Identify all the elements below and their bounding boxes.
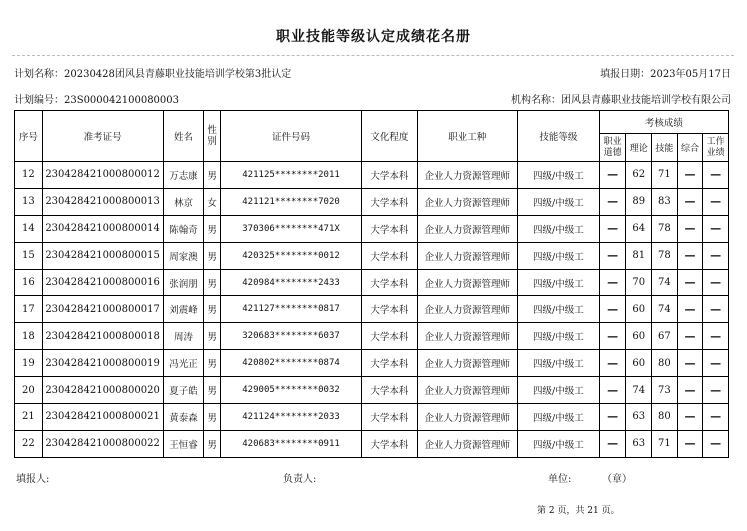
cell-id-no: 421125********2011 (220, 162, 361, 189)
cell-theory: 89 (626, 188, 652, 215)
table-row (15, 269, 729, 296)
cell-work-performance: — (703, 296, 729, 323)
table-row (15, 350, 729, 377)
page-indicator: 第 2 页，共 21 页。 (537, 506, 620, 516)
cell-skill: 74 (652, 269, 678, 296)
cell-id-no: 320683********6037 (220, 323, 361, 350)
cell-comprehensive: — (677, 215, 703, 242)
table-row (15, 404, 729, 431)
cell-theory: 63 (626, 430, 652, 457)
unit-label: 单位: (548, 474, 572, 485)
cell-name: 夏子皓 (163, 377, 204, 404)
cell-seq: 22 (15, 430, 43, 457)
table-row (15, 296, 729, 323)
cell-ethics: — (599, 350, 626, 377)
table-row (15, 215, 729, 242)
cell-skill: 80 (652, 350, 678, 377)
cell-gender: 男 (204, 215, 220, 242)
table-row (15, 188, 729, 215)
cell-name: 刘震峰 (163, 296, 204, 323)
cell-seq: 15 (15, 242, 43, 269)
cell-name: 张润朋 (163, 269, 204, 296)
header-assessment: 考核成绩 (599, 111, 728, 134)
cell-comprehensive: — (677, 350, 703, 377)
table-row (15, 242, 729, 269)
cell-comprehensive: — (677, 269, 703, 296)
header-occupation: 职业工种 (417, 111, 517, 162)
cell-exam-no: 230428421000800017 (42, 296, 163, 323)
header-comprehensive: 综合 (677, 134, 703, 162)
cell-skill: 67 (652, 323, 678, 350)
cell-ethics: — (599, 296, 626, 323)
responsible-label: 负责人: (283, 474, 317, 485)
cell-theory: 60 (626, 296, 652, 323)
cell-exam-no: 230428421000800022 (42, 430, 163, 457)
cell-seq: 12 (15, 162, 43, 189)
header-exam-no: 准考证号 (42, 111, 163, 162)
cell-work-performance: — (703, 269, 729, 296)
cell-occupation: 企业人力资源管理师 (417, 242, 517, 269)
cell-theory: 64 (626, 215, 652, 242)
cell-education: 大学本科 (362, 377, 417, 404)
cell-occupation: 企业人力资源管理师 (417, 430, 517, 457)
header-ethics: 职业道德 (599, 134, 626, 162)
cell-gender: 男 (204, 377, 220, 404)
cell-work-performance: — (703, 323, 729, 350)
table-row (15, 430, 729, 457)
table-row (15, 377, 729, 404)
cell-education: 大学本科 (362, 269, 417, 296)
cell-name: 陈翰奇 (163, 215, 204, 242)
organization-name: 机构名称：团风县青藤职业技能培训学校有限公司 (511, 95, 731, 106)
cell-skill: 71 (652, 162, 678, 189)
cell-exam-no: 230428421000800019 (42, 350, 163, 377)
cell-skill: 73 (652, 377, 678, 404)
header-name: 姓名 (163, 111, 204, 162)
cell-comprehensive: — (677, 430, 703, 457)
cell-id-no: 420683********0911 (220, 430, 361, 457)
page-title: 职业技能等级认定成绩花名册 (276, 29, 471, 45)
cell-level: 四级/中级工 (517, 215, 599, 242)
cell-skill: 80 (652, 404, 678, 431)
plan-name: 计划名称：20230428团风县青藤职业技能培训学校第3批认定 (14, 69, 292, 80)
cell-theory: 74 (626, 377, 652, 404)
cell-occupation: 企业人力资源管理师 (417, 269, 517, 296)
cell-id-no: 421127********0817 (220, 296, 361, 323)
cell-theory: 60 (626, 323, 652, 350)
cell-work-performance: — (703, 430, 729, 457)
cell-exam-no: 230428421000800012 (42, 162, 163, 189)
cell-id-no: 421124********2033 (220, 404, 361, 431)
cell-level: 四级/中级工 (517, 377, 599, 404)
cell-occupation: 企业人力资源管理师 (417, 377, 517, 404)
divider (12, 55, 734, 56)
cell-ethics: — (599, 404, 626, 431)
cell-ethics: — (599, 242, 626, 269)
cell-skill: 78 (652, 242, 678, 269)
cell-occupation: 企业人力资源管理师 (417, 162, 517, 189)
cell-name: 王恒睿 (163, 430, 204, 457)
table-row (15, 162, 729, 189)
cell-seq: 19 (15, 350, 43, 377)
cell-comprehensive: — (677, 377, 703, 404)
cell-gender: 男 (204, 404, 220, 431)
header-skill: 技能 (652, 134, 678, 162)
cell-gender: 男 (204, 296, 220, 323)
cell-theory: 81 (626, 242, 652, 269)
cell-work-performance: — (703, 242, 729, 269)
cell-exam-no: 230428421000800015 (42, 242, 163, 269)
cell-level: 四级/中级工 (517, 269, 599, 296)
cell-exam-no: 230428421000800013 (42, 188, 163, 215)
cell-exam-no: 230428421000800020 (42, 377, 163, 404)
cell-occupation: 企业人力资源管理师 (417, 404, 517, 431)
cell-theory: 60 (626, 350, 652, 377)
header-education: 文化程度 (362, 111, 417, 162)
cell-level: 四级/中级工 (517, 404, 599, 431)
cell-seq: 20 (15, 377, 43, 404)
cell-exam-no: 230428421000800014 (42, 215, 163, 242)
cell-gender: 男 (204, 162, 220, 189)
cell-comprehensive: — (677, 404, 703, 431)
cell-education: 大学本科 (362, 404, 417, 431)
cell-gender: 男 (204, 350, 220, 377)
cell-occupation: 企业人力资源管理师 (417, 323, 517, 350)
header-level: 技能等级 (517, 111, 599, 162)
cell-work-performance: — (703, 404, 729, 431)
cell-comprehensive: — (677, 162, 703, 189)
cell-level: 四级/中级工 (517, 323, 599, 350)
table-row (15, 323, 729, 350)
cell-level: 四级/中级工 (517, 430, 599, 457)
cell-gender: 男 (204, 323, 220, 350)
cell-occupation: 企业人力资源管理师 (417, 188, 517, 215)
cell-exam-no: 230428421000800018 (42, 323, 163, 350)
cell-occupation: 企业人力资源管理师 (417, 296, 517, 323)
cell-ethics: — (599, 430, 626, 457)
cell-id-no: 420325********0012 (220, 242, 361, 269)
cell-theory: 70 (626, 269, 652, 296)
cell-theory: 62 (626, 162, 652, 189)
cell-seq: 13 (15, 188, 43, 215)
cell-education: 大学本科 (362, 430, 417, 457)
cell-skill: 83 (652, 188, 678, 215)
cell-name: 万志康 (163, 162, 204, 189)
cell-name: 冯光正 (163, 350, 204, 377)
cell-education: 大学本科 (362, 323, 417, 350)
cell-exam-no: 230428421000800021 (42, 404, 163, 431)
cell-level: 四级/中级工 (517, 296, 599, 323)
cell-level: 四级/中级工 (517, 350, 599, 377)
cell-skill: 78 (652, 215, 678, 242)
cell-seq: 17 (15, 296, 43, 323)
cell-education: 大学本科 (362, 296, 417, 323)
cell-seq: 21 (15, 404, 43, 431)
cell-ethics: — (599, 162, 626, 189)
header-seq: 序号 (15, 111, 43, 162)
cell-seq: 16 (15, 269, 43, 296)
cell-level: 四级/中级工 (517, 162, 599, 189)
cell-gender: 男 (204, 430, 220, 457)
cell-ethics: — (599, 188, 626, 215)
cell-ethics: — (599, 377, 626, 404)
cell-work-performance: — (703, 350, 729, 377)
cell-skill: 74 (652, 296, 678, 323)
cell-comprehensive: — (677, 188, 703, 215)
cell-ethics: — (599, 323, 626, 350)
cell-skill: 71 (652, 430, 678, 457)
cell-work-performance: — (703, 188, 729, 215)
cell-education: 大学本科 (362, 242, 417, 269)
cell-gender: 男 (204, 269, 220, 296)
cell-work-performance: — (703, 215, 729, 242)
cell-name: 林京 (163, 188, 204, 215)
cell-occupation: 企业人力资源管理师 (417, 215, 517, 242)
cell-level: 四级/中级工 (517, 188, 599, 215)
cell-gender: 男 (204, 242, 220, 269)
header-theory: 理论 (626, 134, 652, 162)
cell-ethics: — (599, 215, 626, 242)
cell-occupation: 企业人力资源管理师 (417, 350, 517, 377)
cell-work-performance: — (703, 377, 729, 404)
cell-name: 周涛 (163, 323, 204, 350)
cell-seq: 18 (15, 323, 43, 350)
cell-education: 大学本科 (362, 215, 417, 242)
header-id-no: 证件号码 (220, 111, 361, 162)
cell-theory: 63 (626, 404, 652, 431)
cell-ethics: — (599, 269, 626, 296)
cell-education: 大学本科 (362, 188, 417, 215)
cell-comprehensive: — (677, 242, 703, 269)
filler-label: 填报人: (16, 474, 50, 485)
cell-seq: 14 (15, 215, 43, 242)
cell-gender: 女 (204, 188, 220, 215)
cell-id-no: 421121********7020 (220, 188, 361, 215)
cell-exam-no: 230428421000800016 (42, 269, 163, 296)
cell-id-no: 429005********0032 (220, 377, 361, 404)
cell-name: 周家澳 (163, 242, 204, 269)
seal-label: （章） (602, 474, 632, 485)
cell-comprehensive: — (677, 296, 703, 323)
header-gender: 性别 (204, 111, 220, 162)
plan-number: 计划编号：23S000042100080003 (14, 95, 180, 106)
score-roster-table (14, 110, 729, 458)
cell-work-performance: — (703, 162, 729, 189)
cell-education: 大学本科 (362, 162, 417, 189)
cell-education: 大学本科 (362, 350, 417, 377)
report-date: 填报日期：2023年05月17日 (600, 69, 731, 80)
cell-comprehensive: — (677, 323, 703, 350)
cell-id-no: 370306********471X (220, 215, 361, 242)
header-work-performance: 工作业绩 (703, 134, 729, 162)
cell-id-no: 420984********2433 (220, 269, 361, 296)
cell-level: 四级/中级工 (517, 242, 599, 269)
cell-name: 黄泰森 (163, 404, 204, 431)
cell-id-no: 420802********0874 (220, 350, 361, 377)
